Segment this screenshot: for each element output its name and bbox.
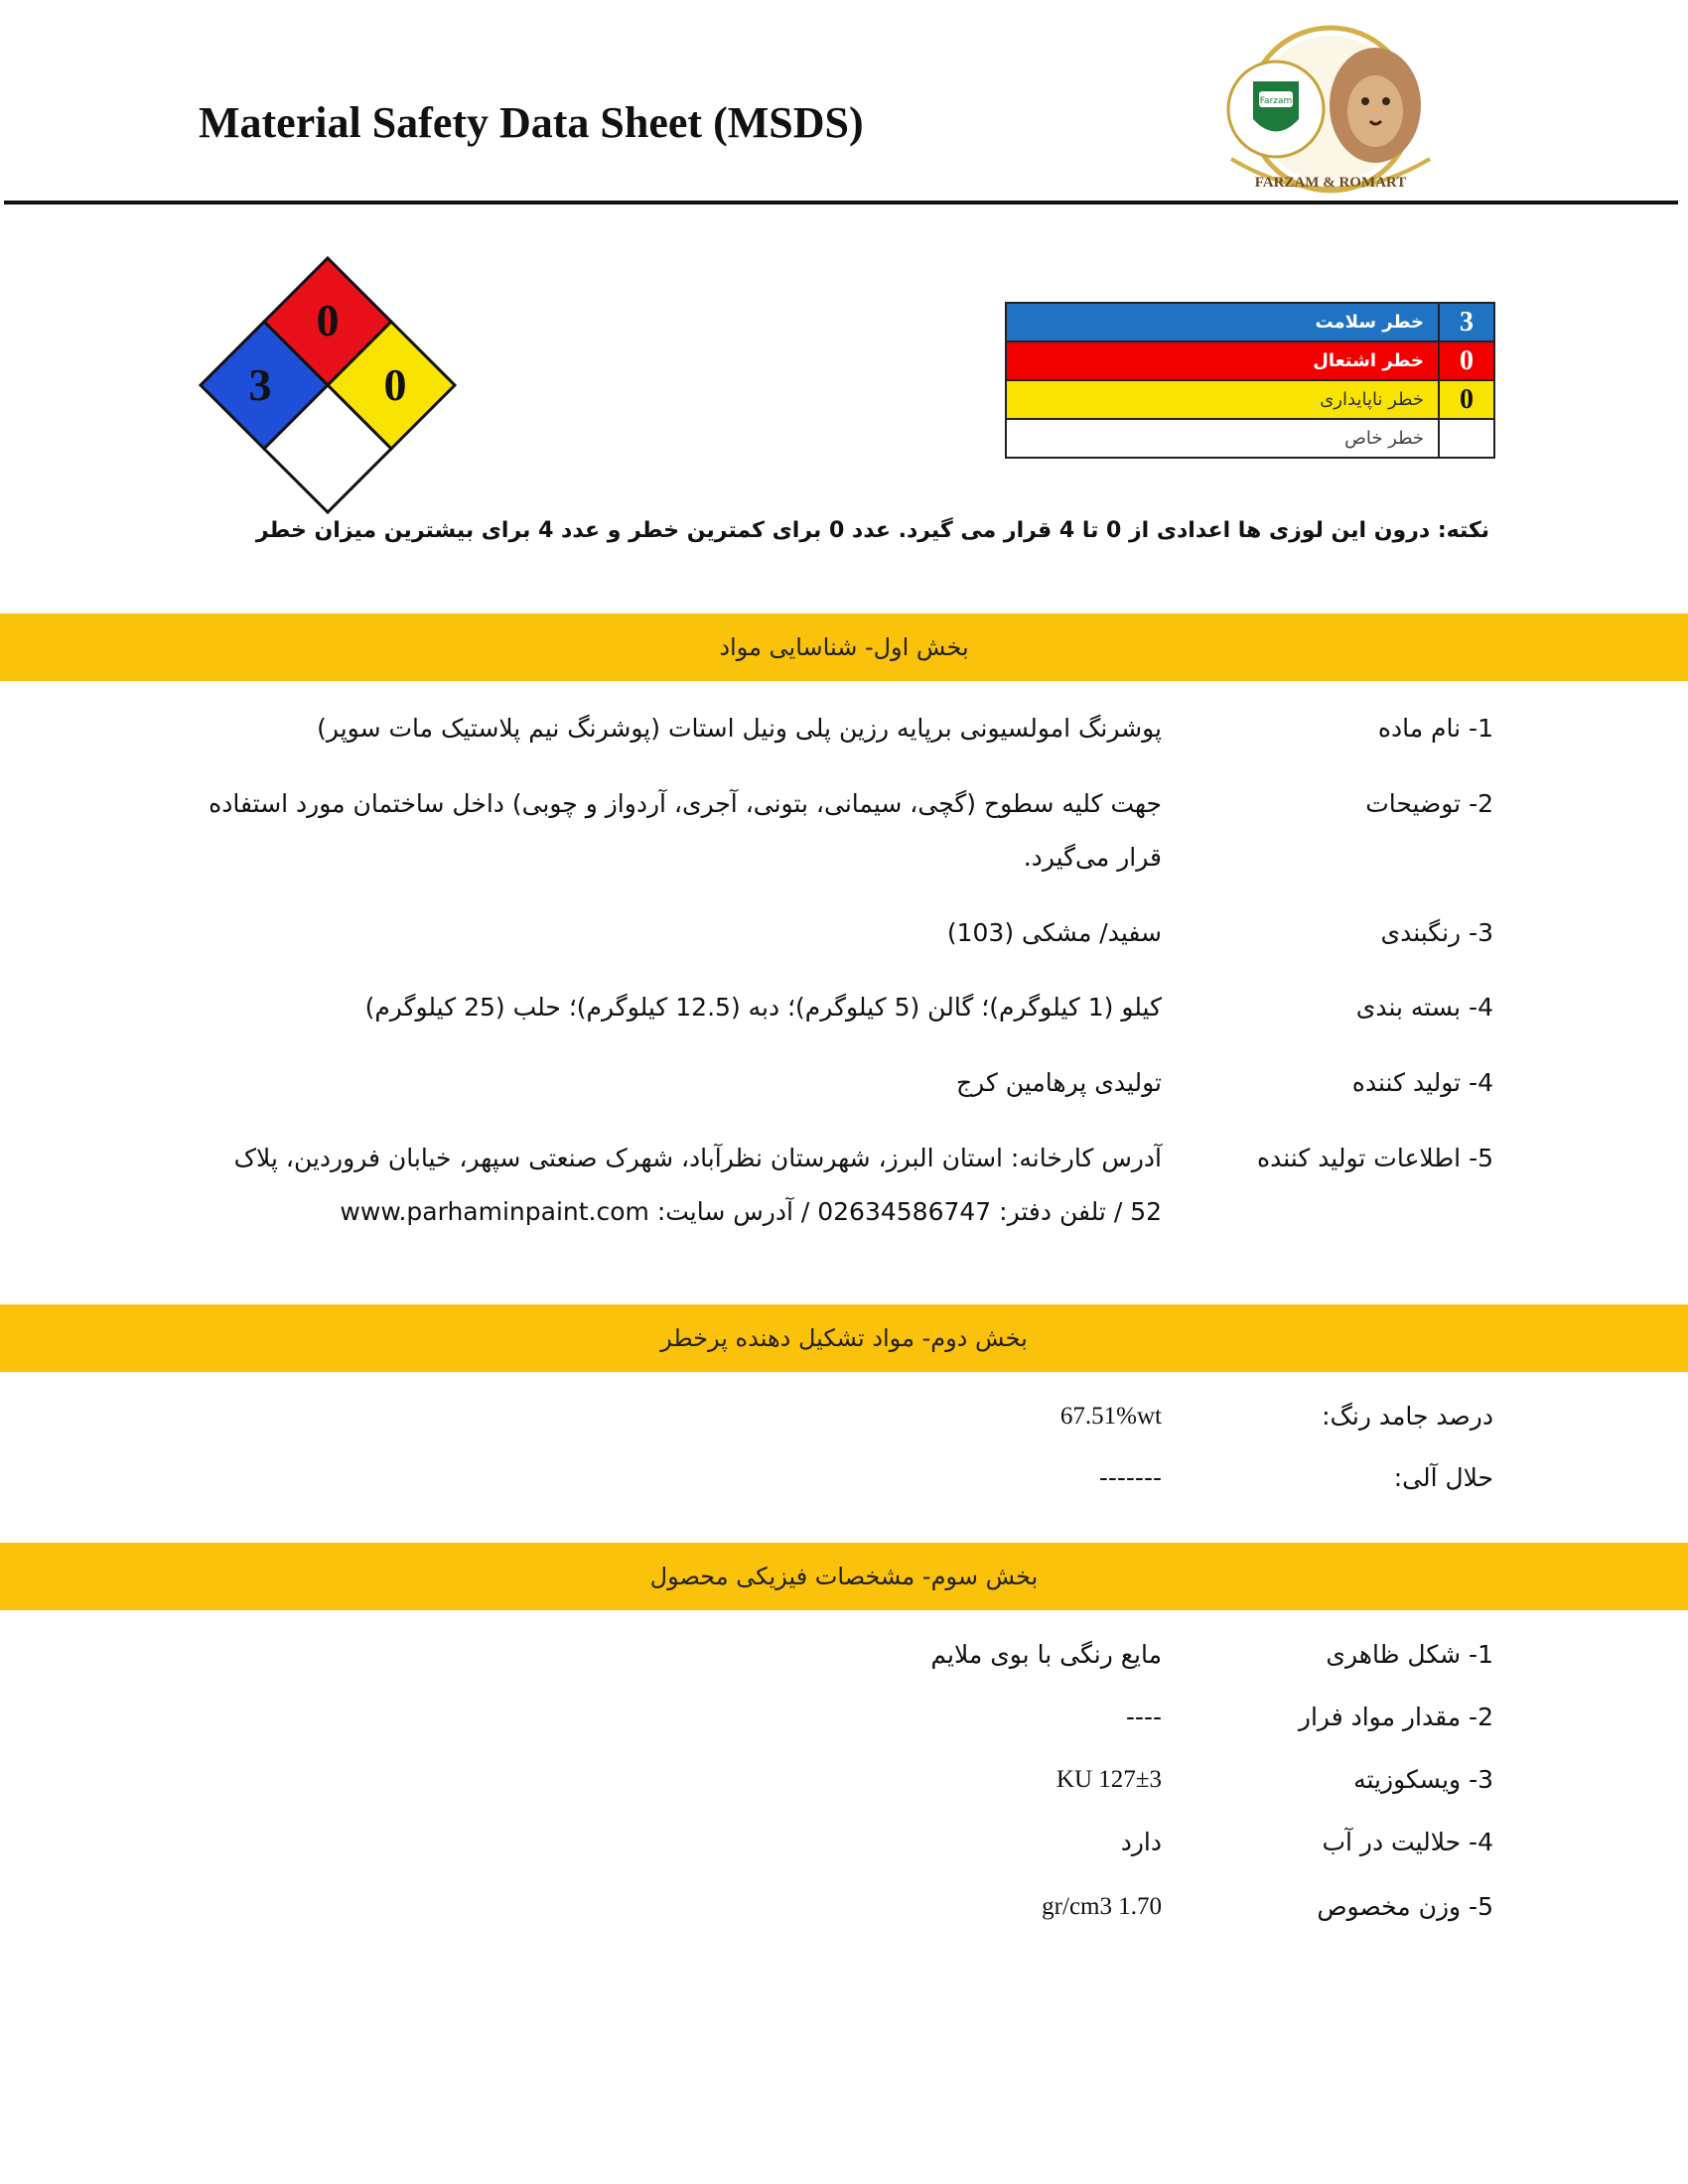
field-value: تولیدی پرهامین کرج [956,1068,1162,1097]
hazard-legend-table [1005,302,1495,459]
hazard-label: خطر سلامت [1006,303,1439,341]
hazard-label: خطر اشتعال [1006,341,1439,380]
hazard-label: خطر خاص [1006,419,1439,458]
health-value: 3 [248,359,272,410]
page-title: Material Safety Data Sheet (MSDS) [199,98,864,147]
hazard-row-special [1006,419,1494,458]
field-value: سفید/ مشکی (103) [946,918,1162,947]
hazard-number [1439,419,1494,458]
field-value: آدرس کارخانه: استان البرز، شهرستان نظرآباد، شهرک صنعتی سپهر، خیابان فروردین، پلاک 52 / تلفن دفتر: 02634586747 / آدرس سایت: www.parhaminpaint.com [233,1144,1162,1226]
field-label: حلال آلی: [1393,1463,1493,1492]
field-value: 127±3 KU [1055,1766,1162,1793]
field-label: 5- وزن مخصوص [1317,1892,1493,1921]
hazard-row-instability [1006,380,1494,419]
field-label: 4- تولید کننده [1351,1068,1493,1097]
field-label: 3- ویسکوزیته [1353,1765,1493,1794]
logo-badge-text: Farzam [1259,96,1293,106]
field-value: جهت کلیه سطوح (گچی، سیمانی، بتونی، آجری، آردواز و چوبی) داخل ساختمان مورد استفاده قرار می‌گیرد. [209,789,1162,872]
field-label: 2- مقدار مواد فرار [1298,1703,1493,1731]
nfpa-hazard-diamond [199,256,457,514]
field-value: ------- [1098,1463,1162,1492]
hazard-row-flammability [1006,341,1494,380]
field-value: پوشرنگ امولسیونی برپایه رزین پلی ونیل استات (پوشرنگ نیم پلاستیک مات سوپر) [317,714,1162,743]
logo-caption: FARZAM & ROMART [1254,175,1407,191]
section2-header: بخش دوم- مواد تشکیل دهنده پرخطر [0,1304,1688,1372]
field-label: درصد جامد رنگ: [1322,1402,1493,1431]
hazard-row-health [1006,303,1494,341]
header-divider [4,201,1678,205]
hazard-number: 0 [1439,341,1494,380]
hazard-note: نکته: درون این لوزی ها اعدادی از 0 تا 4 قرار می گیرد. عدد 0 برای کمترین خطر و عدد 4 برای بیشترین میزان خطر [255,518,1489,543]
section1-header: بخش اول- شناسایی مواد [0,614,1688,681]
section3-header: بخش سوم- مشخصات فیزیکی محصول [0,1543,1688,1610]
field-label: 1- نام ماده [1377,714,1493,743]
field-value: مایع رنگی با بوی ملایم [930,1640,1162,1669]
field-value: ---- [1125,1703,1162,1731]
field-label: 2- توضیحات [1365,789,1493,818]
hazard-number: 0 [1439,380,1494,419]
field-label: 4- حلالیت در آب [1322,1828,1493,1856]
hazard-label: خطر ناپایداری [1006,380,1439,419]
field-value: کیلو (1 کیلوگرم)؛ گالن (5 کیلوگرم)؛ دبه (12.5 کیلوگرم)؛ حلب (25 کیلوگرم) [364,993,1162,1022]
instability-value: 0 [383,359,407,410]
field-label: 1- شکل ظاهری [1326,1640,1493,1669]
field-label: 3- رنگبندی [1380,918,1493,947]
field-value: دارد [1120,1828,1162,1856]
hazard-number: 3 [1439,303,1494,341]
field-label: 4- بسته بندی [1355,993,1493,1022]
field-label: 5- اطلاعات تولید کننده [1257,1144,1493,1172]
company-logo [1201,20,1460,199]
field-value: 1.70 gr/cm3 [1042,1893,1162,1920]
field-value: 67.51%wt [1059,1403,1162,1430]
flammability-value: 0 [316,295,340,345]
